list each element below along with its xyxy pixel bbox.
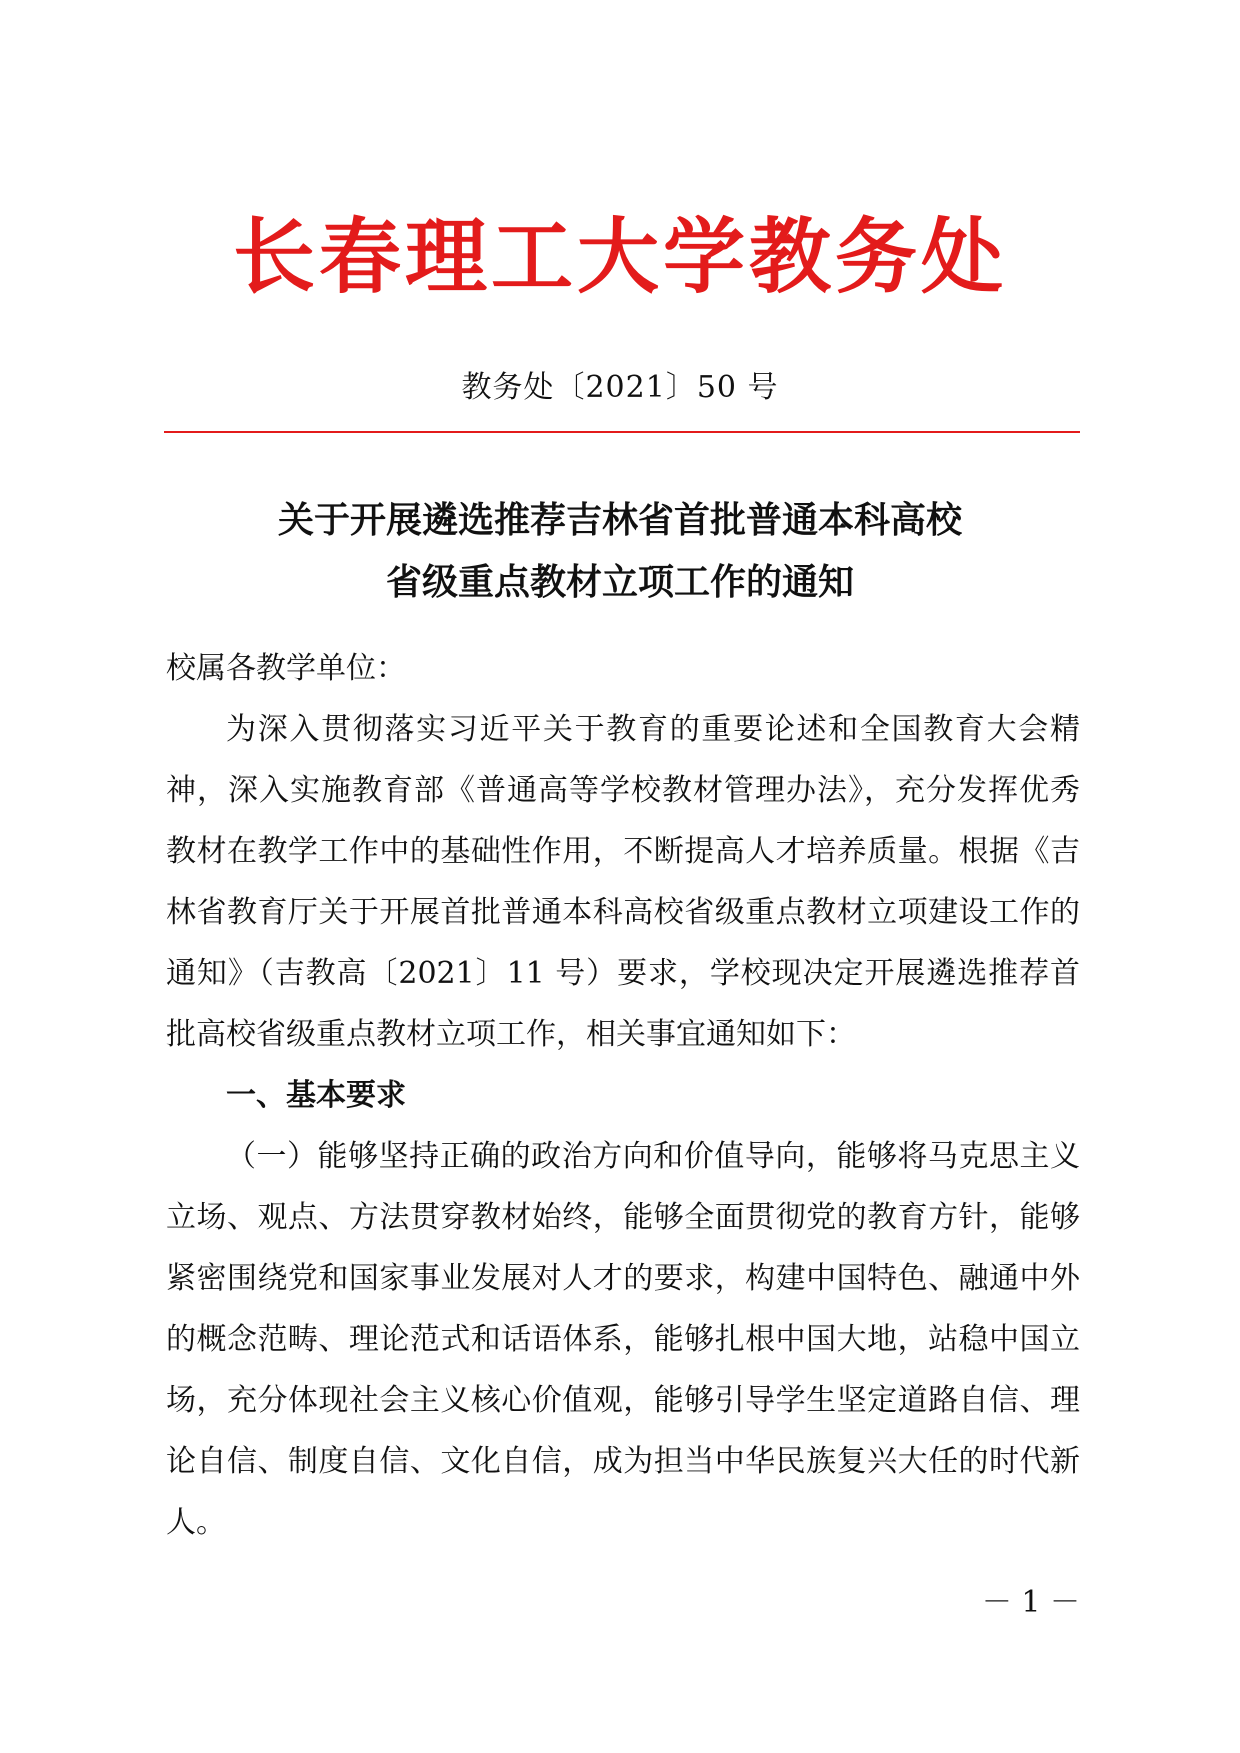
notice-title-line-2: 省级重点教材立项工作的通知 xyxy=(385,562,854,603)
intro-paragraph: 为深入贯彻落实习近平关于教育的重要论述和全国教育大会精神，深入实施教育部《普通高等学校教材管理办法》，充分发挥优秀教材在教学工作中的基础性作用，不断提高人才培养质量。根据《吉林省教育厅关于开展首批普通本科高校省级重点教材立项建设工作的通知》（吉教高〔2021〕11 号）要求，学校现决定开展遴选推荐首批高校省级重点教材立项工作，相关事宜通知如下： xyxy=(166,712,1080,1052)
salutation: 校属各教学单位： xyxy=(166,651,406,686)
notice-body xyxy=(166,638,1080,1553)
red-divider-rule xyxy=(164,431,1080,433)
page-number: － 1 － xyxy=(981,1585,1080,1620)
notice-title xyxy=(0,490,1240,614)
section-heading-basic-requirements: 一、基本要求 xyxy=(226,1078,406,1113)
issuer-masthead: 长春理工大学教务处 xyxy=(232,210,1007,305)
document-number: 教务处〔2021〕50 号 xyxy=(461,370,779,405)
requirement-item-1: （一）能够坚持正确的政治方向和价值导向，能够将马克思主义立场、观点、方法贯穿教材始终，能够全面贯彻党的教育方针，能够紧密围绕党和国家事业发展对人才的要求，构建中国特色、融通中外的概念范畴、理论范式和话语体系，能够扎根中国大地，站稳中国立场，充分体现社会主义核心价值观，能够引导学生坚定道路自信、理论自信、制度自信、文化自信，成为担当中华民族复兴大任的时代新人。 xyxy=(166,1139,1080,1540)
notice-title-line-1: 关于开展遴选推荐吉林省首批普通本科高校 xyxy=(277,500,962,541)
